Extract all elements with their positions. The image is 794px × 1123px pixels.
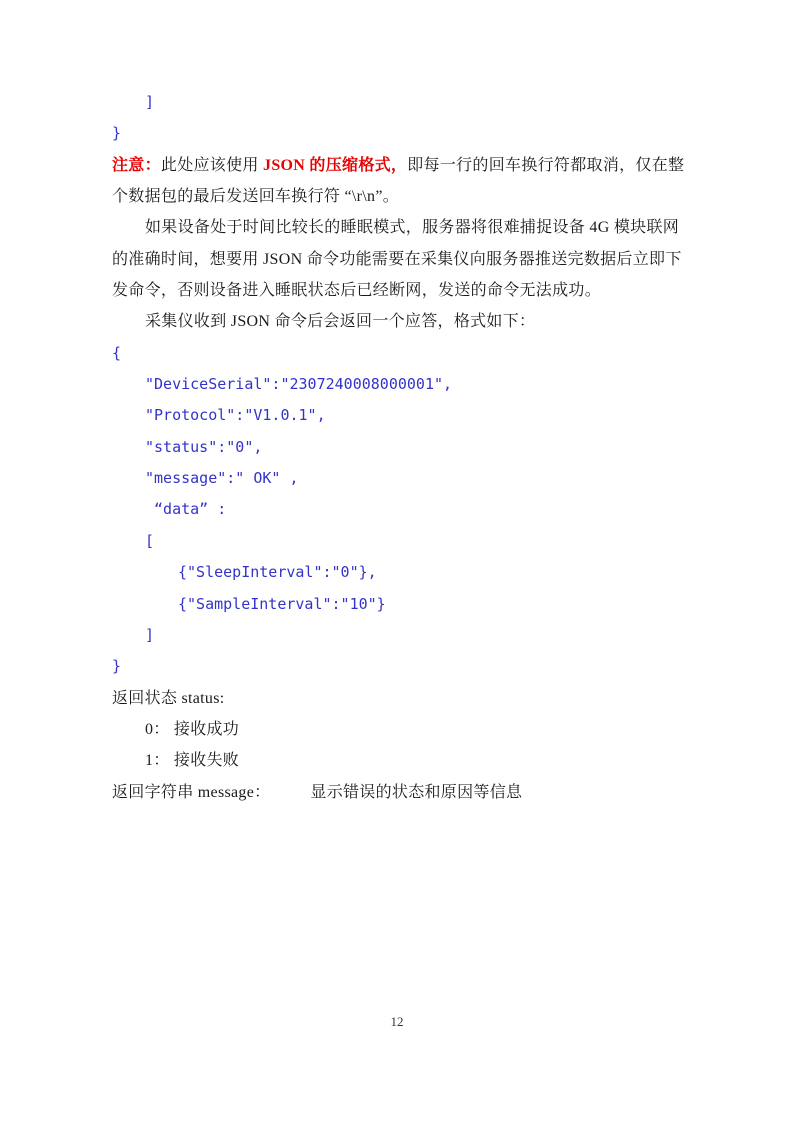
page-number: 12 [390,1014,404,1029]
json-line-data-key: “data” : [145,500,227,519]
json-line-sleepinterval: {"SleepInterval":"0"}, [178,563,377,582]
json-line-protocol: "Protocol":"V1.0.1", [145,406,326,425]
paragraph-sleep-line-1: 如果设备处于时间比较长的睡眠模式，服务器将很难捕捉设备 4G 模块联网 [145,219,680,237]
note-label: 注意： [112,156,161,174]
message-description-line [112,777,690,808]
page-content [112,87,690,808]
code-close-brace: } [112,124,122,143]
message-label: 返回字符串 message： [112,783,271,801]
json-line-sampleinterval: {"SampleInterval":"10"} [178,594,386,613]
json-line-close-bracket: ] [145,625,155,644]
paragraph-sleep-line-3: 发命令，否则设备进入睡眠状态后已经断网，发送的命令无法成功。 [112,282,602,300]
status-heading: 返回状态 status: [112,689,225,707]
json-line-close-brace: } [112,657,122,676]
json-line-message: "message":" OK" , [145,469,299,488]
json-line-deviceserial: "DeviceSerial":"2307240008000001", [145,375,453,394]
note-segment-2: 即每一行的回车换行符都取消，仅在整 [407,156,685,174]
status-item-failure: 1： 接收失败 [145,752,240,770]
json-line-status: "status":"0", [145,437,263,456]
json-line-open-bracket: [ [145,531,155,550]
paragraph-sleep-line-2: 的准确时间，想要用 JSON 命令功能需要在采集仪向服务器推送完数据后立即下 [112,250,682,268]
note-segment-1: 此处应该使用 [160,156,264,174]
code-close-bracket: ] [145,93,155,111]
note-line-2: 个数据包的最后发送回车换行符 “\r\n”。 [112,188,400,206]
json-line-open-brace: { [112,343,122,362]
message-description: 显示错误的状态和原因等信息 [310,783,523,801]
paragraph-reply-intro: 采集仪收到 JSON 命令后会返回一个应答，格式如下： [145,313,536,331]
note-highlight: JSON 的压缩格式， [263,156,408,174]
status-item-success: 0： 接收成功 [145,720,240,738]
note-line-1 [112,150,690,181]
